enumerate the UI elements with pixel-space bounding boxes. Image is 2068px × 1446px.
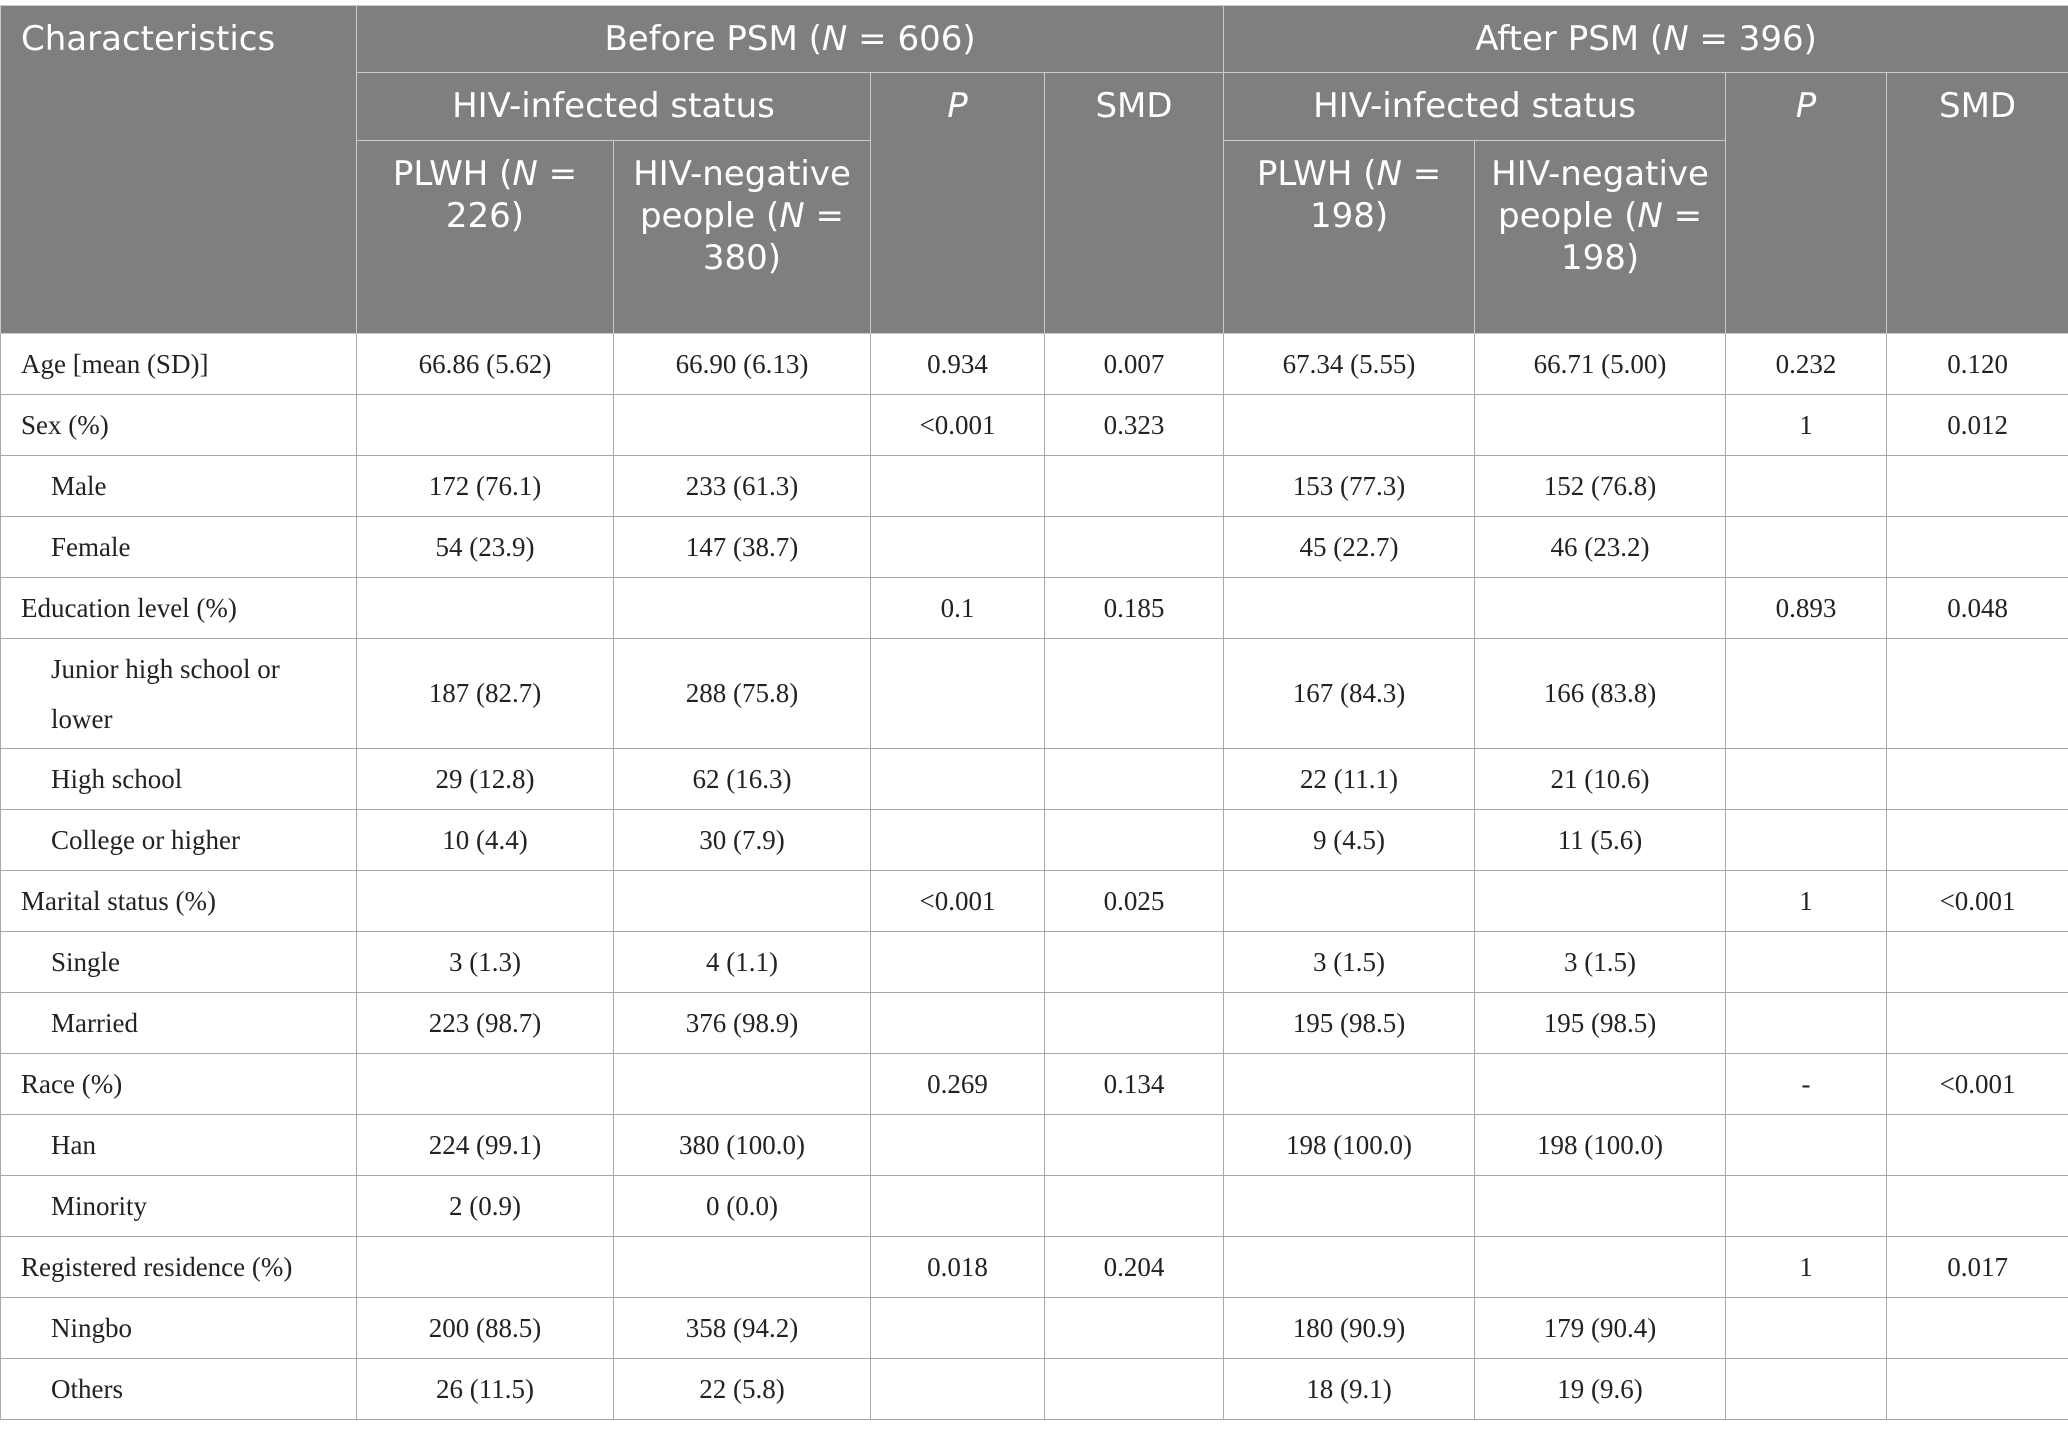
table-cell — [1475, 395, 1726, 456]
table-cell: 147 (38.7) — [614, 517, 871, 578]
table-cell — [1887, 639, 2068, 749]
table-cell: 180 (90.9) — [1224, 1298, 1475, 1359]
table-cell: 66.90 (6.13) — [614, 334, 871, 395]
table-cell — [1726, 639, 1887, 749]
table-cell: 66.71 (5.00) — [1475, 334, 1726, 395]
table-cell: 62 (16.3) — [614, 749, 871, 810]
row-label: Education level (%) — [1, 578, 357, 639]
table-cell — [357, 395, 614, 456]
table-cell — [1045, 932, 1224, 993]
header-smd-after: SMD — [1887, 73, 2068, 334]
table-cell — [1045, 1115, 1224, 1176]
table-row — [1, 334, 2068, 395]
table-cell — [1045, 456, 1224, 517]
table-cell — [1475, 578, 1726, 639]
header-smd-before: SMD — [1045, 73, 1224, 334]
table-cell — [1224, 578, 1475, 639]
table-cell — [1887, 1176, 2068, 1237]
table-cell — [1224, 1237, 1475, 1298]
table-cell — [1887, 810, 2068, 871]
table-cell: 1 — [1726, 871, 1887, 932]
table-cell: 0.017 — [1887, 1237, 2068, 1298]
table-cell: 2 (0.9) — [357, 1176, 614, 1237]
table-cell — [871, 639, 1045, 749]
table-cell — [871, 932, 1045, 993]
table-row — [1, 1298, 2068, 1359]
table-cell — [614, 871, 871, 932]
table-cell — [1224, 871, 1475, 932]
table-cell — [871, 517, 1045, 578]
table-cell — [1726, 749, 1887, 810]
row-label: Female — [1, 517, 357, 578]
table-cell — [1887, 1298, 2068, 1359]
row-label: High school — [1, 749, 357, 810]
table-cell — [1045, 810, 1224, 871]
table-cell — [1887, 993, 2068, 1054]
table-cell: 21 (10.6) — [1475, 749, 1726, 810]
table-row — [1, 749, 2068, 810]
header-plwh-after: PLWH (N = 198) — [1224, 141, 1475, 334]
table-cell: 9 (4.5) — [1224, 810, 1475, 871]
table-cell: 67.34 (5.55) — [1224, 334, 1475, 395]
table-cell: 3 (1.5) — [1475, 932, 1726, 993]
table-cell: 0.048 — [1887, 578, 2068, 639]
table-cell: 0.934 — [871, 334, 1045, 395]
header-characteristics: Characteristics — [1, 6, 357, 334]
table-cell — [1726, 1176, 1887, 1237]
row-label: Age [mean (SD)] — [1, 334, 357, 395]
table-cell — [871, 1359, 1045, 1420]
table-cell — [357, 578, 614, 639]
table-cell — [871, 993, 1045, 1054]
row-label: Minority — [1, 1176, 357, 1237]
header-before-psm: Before PSM (N = 606) — [357, 6, 1224, 73]
table-row — [1, 1054, 2068, 1115]
table-row — [1, 395, 2068, 456]
table-cell: 11 (5.6) — [1475, 810, 1726, 871]
table-cell: 179 (90.4) — [1475, 1298, 1726, 1359]
table-cell: <0.001 — [1887, 1054, 2068, 1115]
table-cell — [871, 810, 1045, 871]
table-cell: 1 — [1726, 1237, 1887, 1298]
table-cell: - — [1726, 1054, 1887, 1115]
header-negative-before: HIV-negative people (N = 380) — [614, 141, 871, 334]
table-cell: 1 — [1726, 395, 1887, 456]
header-after-psm: After PSM (N = 396) — [1224, 6, 2068, 73]
table-cell: 0.012 — [1887, 395, 2068, 456]
table-cell: 0.232 — [1726, 334, 1887, 395]
table-cell: <0.001 — [1887, 871, 2068, 932]
table-cell: 18 (9.1) — [1224, 1359, 1475, 1420]
table-cell: 66.86 (5.62) — [357, 334, 614, 395]
table-cell: 29 (12.8) — [357, 749, 614, 810]
table-cell — [871, 1115, 1045, 1176]
table-cell: 0.134 — [1045, 1054, 1224, 1115]
table-cell — [1887, 1359, 2068, 1420]
table-cell: 288 (75.8) — [614, 639, 871, 749]
table-cell — [614, 578, 871, 639]
table-cell — [1045, 639, 1224, 749]
table-cell — [357, 1054, 614, 1115]
table-cell: 30 (7.9) — [614, 810, 871, 871]
table-cell: 10 (4.4) — [357, 810, 614, 871]
table-cell — [1045, 1176, 1224, 1237]
table-row — [1, 639, 2068, 749]
row-label: Junior high school or lower — [1, 639, 357, 749]
table-cell — [1887, 749, 2068, 810]
table-cell: 200 (88.5) — [357, 1298, 614, 1359]
table-cell: 153 (77.3) — [1224, 456, 1475, 517]
row-label: Married — [1, 993, 357, 1054]
table-cell: 195 (98.5) — [1224, 993, 1475, 1054]
table-cell — [1726, 456, 1887, 517]
table-row — [1, 456, 2068, 517]
table-cell: 0.269 — [871, 1054, 1045, 1115]
table-cell — [357, 1237, 614, 1298]
table-cell: 22 (5.8) — [614, 1359, 871, 1420]
table-cell: <0.001 — [871, 395, 1045, 456]
table-row — [1, 1237, 2068, 1298]
table-cell: 223 (98.7) — [357, 993, 614, 1054]
table-cell: 22 (11.1) — [1224, 749, 1475, 810]
table-cell — [1726, 810, 1887, 871]
table-row — [1, 932, 2068, 993]
table-row — [1, 1176, 2068, 1237]
table-cell — [1726, 517, 1887, 578]
header-hiv-status-after: HIV-infected status — [1224, 73, 1726, 141]
header-negative-after: HIV-negative people (N = 198) — [1475, 141, 1726, 334]
header-hiv-status-before: HIV-infected status — [357, 73, 871, 141]
table-cell: 0.007 — [1045, 334, 1224, 395]
row-label: Male — [1, 456, 357, 517]
table-cell: 46 (23.2) — [1475, 517, 1726, 578]
table-cell: 0.204 — [1045, 1237, 1224, 1298]
table-cell — [1045, 749, 1224, 810]
table-cell: 3 (1.3) — [357, 932, 614, 993]
table-cell: 166 (83.8) — [1475, 639, 1726, 749]
table-cell — [1887, 517, 2068, 578]
table-row — [1, 871, 2068, 932]
table-cell: 172 (76.1) — [357, 456, 614, 517]
table-cell: 3 (1.5) — [1224, 932, 1475, 993]
table-cell: <0.001 — [871, 871, 1045, 932]
table-cell — [1887, 932, 2068, 993]
header-p-after: P — [1726, 73, 1887, 334]
table-cell — [1045, 517, 1224, 578]
row-label: Registered residence (%) — [1, 1237, 357, 1298]
table-cell: 376 (98.9) — [614, 993, 871, 1054]
row-label: Single — [1, 932, 357, 993]
table-cell — [1475, 1176, 1726, 1237]
table-cell: 0.893 — [1726, 578, 1887, 639]
table-row — [1, 1359, 2068, 1420]
table-cell — [1475, 1054, 1726, 1115]
table-cell: 0 (0.0) — [614, 1176, 871, 1237]
table-cell — [1726, 932, 1887, 993]
table-cell: 167 (84.3) — [1224, 639, 1475, 749]
table-header — [1, 6, 2068, 334]
header-p-before: P — [871, 73, 1045, 334]
table-cell: 380 (100.0) — [614, 1115, 871, 1176]
table-cell — [1045, 1298, 1224, 1359]
table-cell: 358 (94.2) — [614, 1298, 871, 1359]
table-cell — [871, 1176, 1045, 1237]
table-cell: 195 (98.5) — [1475, 993, 1726, 1054]
row-label: Han — [1, 1115, 357, 1176]
table-cell — [614, 395, 871, 456]
table-cell — [1224, 1176, 1475, 1237]
table-cell — [1726, 993, 1887, 1054]
table-cell: 187 (82.7) — [357, 639, 614, 749]
table-cell — [1045, 993, 1224, 1054]
table-cell — [1887, 1115, 2068, 1176]
table-cell — [357, 871, 614, 932]
row-label: Sex (%) — [1, 395, 357, 456]
table-row — [1, 517, 2068, 578]
table-cell — [614, 1054, 871, 1115]
table-cell: 224 (99.1) — [357, 1115, 614, 1176]
table-cell — [1045, 1359, 1224, 1420]
row-label: Others — [1, 1359, 357, 1420]
table-row — [1, 578, 2068, 639]
table-cell: 0.1 — [871, 578, 1045, 639]
table-cell — [1475, 871, 1726, 932]
table-cell: 4 (1.1) — [614, 932, 871, 993]
table-cell — [1224, 395, 1475, 456]
table-cell: 233 (61.3) — [614, 456, 871, 517]
table-cell — [1475, 1237, 1726, 1298]
characteristics-table — [0, 5, 2068, 1420]
table-cell — [1726, 1359, 1887, 1420]
table-cell: 0.025 — [1045, 871, 1224, 932]
table-cell — [871, 749, 1045, 810]
row-label: Race (%) — [1, 1054, 357, 1115]
header-plwh-before: PLWH (N = 226) — [357, 141, 614, 334]
row-label: Marital status (%) — [1, 871, 357, 932]
table-cell: 26 (11.5) — [357, 1359, 614, 1420]
table-cell — [1887, 456, 2068, 517]
table-row — [1, 810, 2068, 871]
table-cell — [614, 1237, 871, 1298]
table-cell — [1726, 1115, 1887, 1176]
table-body — [1, 334, 2068, 1420]
table-cell: 152 (76.8) — [1475, 456, 1726, 517]
row-label: Ningbo — [1, 1298, 357, 1359]
table-cell: 198 (100.0) — [1475, 1115, 1726, 1176]
table-container — [0, 5, 2068, 1420]
table-cell — [871, 456, 1045, 517]
table-cell: 54 (23.9) — [357, 517, 614, 578]
table-row — [1, 1115, 2068, 1176]
table-cell: 198 (100.0) — [1224, 1115, 1475, 1176]
table-cell: 19 (9.6) — [1475, 1359, 1726, 1420]
table-cell: 0.018 — [871, 1237, 1045, 1298]
table-cell: 45 (22.7) — [1224, 517, 1475, 578]
table-cell: 0.323 — [1045, 395, 1224, 456]
table-cell — [1726, 1298, 1887, 1359]
table-row — [1, 993, 2068, 1054]
table-cell: 0.185 — [1045, 578, 1224, 639]
table-cell — [871, 1298, 1045, 1359]
table-cell — [1224, 1054, 1475, 1115]
table-cell: 0.120 — [1887, 334, 2068, 395]
row-label: College or higher — [1, 810, 357, 871]
